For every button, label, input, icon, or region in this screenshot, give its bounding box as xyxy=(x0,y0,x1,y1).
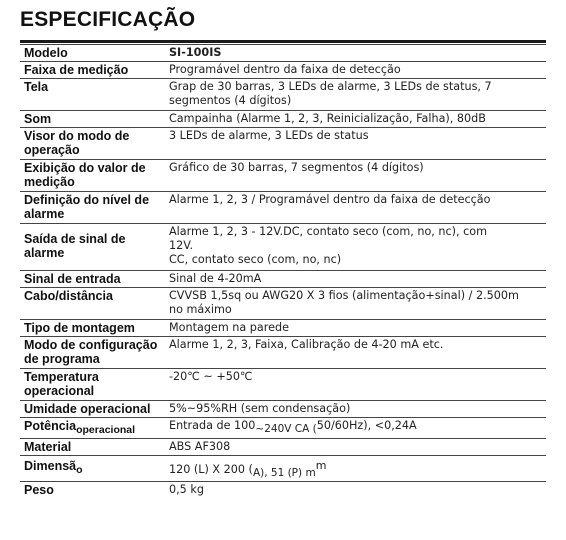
label-line: Saída de sinal de xyxy=(24,232,126,246)
row-label: Cabo/distância xyxy=(20,288,165,320)
value-part-sub: A), 51 (P) m xyxy=(252,467,316,479)
row-label: Tela xyxy=(20,79,165,111)
table-row xyxy=(20,456,546,482)
label-line: Definição do nível de xyxy=(24,193,150,207)
table-row xyxy=(20,271,546,288)
row-label: Tipo de montagem xyxy=(20,320,165,337)
label-line: Exibição do valor de xyxy=(24,161,146,175)
row-label: Faixa de medição xyxy=(20,62,165,79)
row-value: Montagem na parede xyxy=(165,320,546,337)
value-part-sup: m xyxy=(315,459,327,472)
label-part-sub: o xyxy=(76,464,83,476)
value-line: Grap de 30 barras, 3 LEDs de alarme, 3 LEDs de status, 7 xyxy=(169,80,492,93)
table-row xyxy=(20,369,546,401)
row-label xyxy=(20,160,165,192)
row-label xyxy=(20,456,165,482)
value-line: no máximo xyxy=(169,303,232,316)
row-label xyxy=(20,224,165,271)
value-part: 50/60Hz), <0,24A xyxy=(316,419,417,432)
row-label: Sinal de entrada xyxy=(20,271,165,288)
table-row xyxy=(20,439,546,456)
row-label xyxy=(20,418,165,439)
row-value xyxy=(165,79,546,111)
label-line: operação xyxy=(24,143,80,157)
value-line: segmentos (4 dígitos) xyxy=(169,94,292,107)
row-value: Campainha (Alarme 1, 2, 3, Reinicialização, Falha), 80dB xyxy=(165,111,546,128)
table-row xyxy=(20,160,546,192)
title-divider xyxy=(20,40,546,43)
row-value xyxy=(165,224,546,271)
label-part-sub: operacional xyxy=(76,424,136,436)
row-value: Sinal de 4-20mA xyxy=(165,271,546,288)
value-line: CVVSB 1,5sq ou AWG20 X 3 fios (alimentação+sinal) / 2.500m xyxy=(169,289,519,302)
table-row xyxy=(20,79,546,111)
row-value xyxy=(165,288,546,320)
table-row xyxy=(20,337,546,369)
row-value: Gráfico de 30 barras, 7 segmentos (4 dígitos) xyxy=(165,160,546,192)
value-part: Entrada de 100 xyxy=(169,419,256,432)
table-row xyxy=(20,482,546,500)
row-value: 0,5 kg xyxy=(169,483,204,496)
label-line: Temperatura xyxy=(24,370,99,384)
row-value xyxy=(165,418,546,439)
page-title: ESPECIFICAÇÃO xyxy=(20,8,196,31)
label-line: medição xyxy=(24,175,75,189)
row-value: ABS AF308 xyxy=(165,439,546,456)
value-part-sub: ~240V CA ( xyxy=(255,423,317,435)
label-line: operacional xyxy=(24,384,95,398)
value-part: 120 (L) X 200 ( xyxy=(169,463,253,476)
label-line: alarme xyxy=(24,246,65,260)
row-label xyxy=(20,369,165,401)
row-label xyxy=(20,128,165,160)
row-label xyxy=(20,192,165,224)
value-line: CC, contato seco (com, no, nc) xyxy=(169,253,342,266)
table-row xyxy=(20,418,546,439)
label-line: Visor do modo de xyxy=(24,129,130,143)
value-line: Alarme 1, 2, 3 - 12V.DC, contato seco (com, no, nc), com xyxy=(169,225,488,238)
row-label: Som xyxy=(20,111,165,128)
row-value: SI-100IS xyxy=(165,45,546,62)
table-row xyxy=(20,128,546,160)
label-line: de programa xyxy=(24,352,100,366)
label-line: Modo de configuração xyxy=(24,338,158,352)
row-value: Programável dentro da faixa de detecção xyxy=(165,62,546,79)
row-label: Material xyxy=(20,439,165,456)
table-row xyxy=(20,45,546,62)
table-row xyxy=(20,288,546,320)
row-label: Modelo xyxy=(20,45,165,62)
table-row xyxy=(20,192,546,224)
table-row xyxy=(20,224,546,271)
row-value: -20℃ ~ +50℃ xyxy=(165,369,546,401)
row-label: Peso xyxy=(24,483,54,497)
table-row xyxy=(20,62,546,79)
row-value: 5%~95%RH (sem condensação) xyxy=(165,401,546,418)
table-row xyxy=(20,401,546,418)
label-line: alarme xyxy=(24,207,65,221)
row-value: Alarme 1, 2, 3, Faixa, Calibração de 4-20 mA etc. xyxy=(165,337,546,369)
spec-table xyxy=(20,44,546,500)
row-label: Umidade operacional xyxy=(20,401,165,418)
table-row xyxy=(20,320,546,337)
row-value: Alarme 1, 2, 3 / Programável dentro da faixa de detecção xyxy=(165,192,546,224)
label-part: Potência xyxy=(24,419,77,433)
value-line: 12V. xyxy=(169,239,194,252)
table-row xyxy=(20,111,546,128)
label-part: Dimensã xyxy=(24,459,77,473)
row-value: 3 LEDs de alarme, 3 LEDs de status xyxy=(165,128,546,160)
row-value xyxy=(165,456,546,482)
row-label xyxy=(20,337,165,369)
